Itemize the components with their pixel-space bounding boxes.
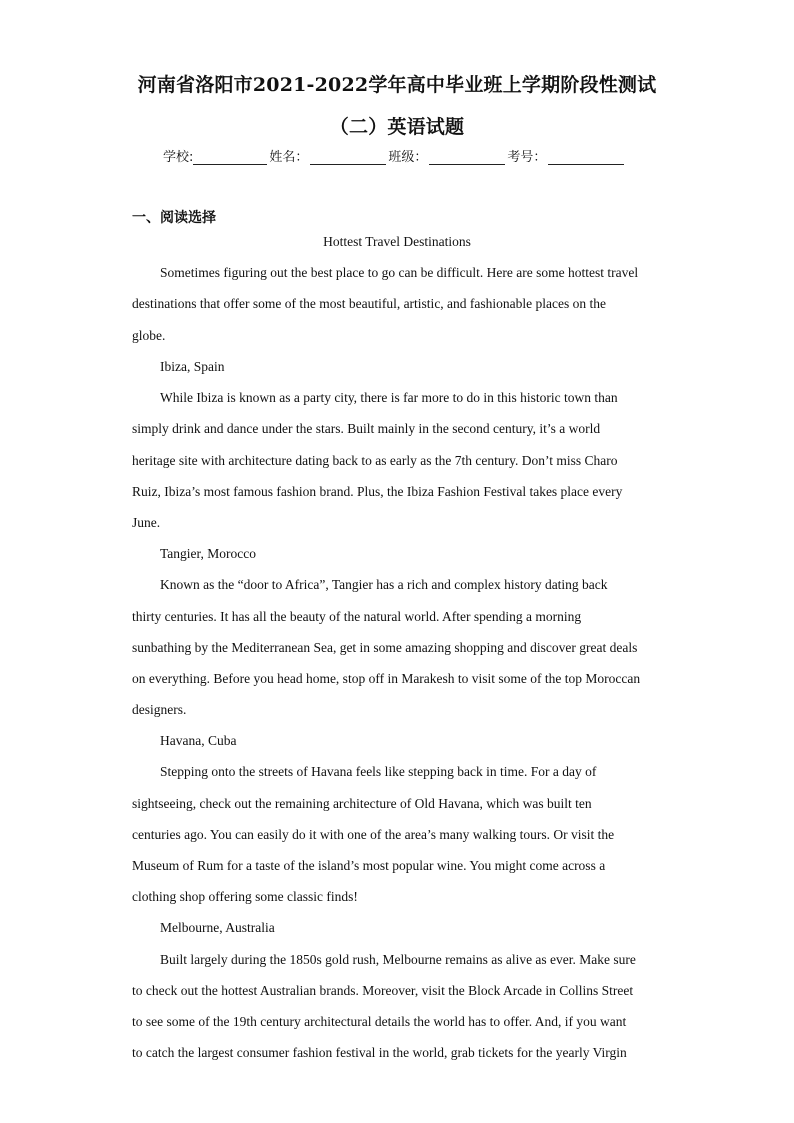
destination-heading: Ibiza, Spain bbox=[160, 359, 225, 374]
passage-line: sunbathing by the Mediterranean Sea, get in some amazing shopping and discover great deals bbox=[132, 640, 638, 655]
passage-line: Known as the “door to Africa”, Tangier has a rich and complex history dating back bbox=[160, 577, 608, 592]
number-blank[interactable] bbox=[548, 150, 624, 165]
destination-heading: Tangier, Morocco bbox=[160, 546, 256, 561]
section-heading: 一、阅读选择 bbox=[132, 210, 216, 226]
page-subtitle: （二）英语试题 bbox=[329, 116, 465, 138]
passage-line: June. bbox=[132, 515, 161, 530]
passage-line: destinations that offer some of the most beautiful, artistic, and fashionable places on the bbox=[132, 296, 606, 311]
passage-line: to see some of the 19th century architectural details the world has to offer. And, if you want bbox=[132, 1014, 627, 1029]
passage-line: centuries ago. You can easily do it with one of the area’s many walking tours. Or visit the bbox=[132, 827, 615, 842]
passage-title: Hottest Travel Destinations bbox=[323, 234, 471, 249]
school-label: 学校: bbox=[163, 150, 194, 165]
school-blank[interactable] bbox=[193, 150, 267, 165]
passage-line: globe. bbox=[132, 328, 166, 343]
passage-line: to catch the largest consumer fashion festival in the world, grab tickets for the yearly Virgin bbox=[132, 1045, 627, 1060]
passage-line: Museum of Rum for a taste of the island’s most popular wine. You might come across a bbox=[132, 858, 606, 873]
student-info-row bbox=[163, 146, 626, 165]
passage-line: Built largely during the 1850s gold rush, Melbourne remains as alive as ever. Make sure bbox=[160, 952, 636, 967]
passage-line: Ruiz, Ibiza’s most famous fashion brand. Plus, the Ibiza Fashion Festival takes place every bbox=[132, 484, 623, 499]
passage-line: clothing shop offering some classic finds! bbox=[132, 889, 358, 904]
passage-line: thirty centuries. It has all the beauty of the natural world. After spending a morning bbox=[132, 609, 582, 624]
class-label: 班级： bbox=[388, 150, 428, 165]
passage-line: While Ibiza is known as a party city, there is far more to do in this historic town than bbox=[160, 390, 618, 405]
destination-heading: Havana, Cuba bbox=[160, 733, 237, 748]
passage-line: designers. bbox=[132, 702, 187, 717]
passage-line: on everything. Before you head home, stop off in Marakesh to visit some of the top Moroccan bbox=[132, 671, 641, 686]
name-blank[interactable] bbox=[310, 150, 386, 165]
passage-line: to check out the hottest Australian brands. Moreover, visit the Block Arcade in Collins Street bbox=[132, 983, 634, 998]
passage-line: heritage site with architecture dating back to as early as the 7th century. Don’t miss Charo bbox=[132, 453, 618, 468]
passage-line: simply drink and dance under the stars. Built mainly in the second century, it’s a world bbox=[132, 421, 601, 436]
destination-heading: Melbourne, Australia bbox=[160, 920, 275, 935]
page-title: 河南省洛阳市2021-2022学年高中毕业班上学期阶段性测试 bbox=[137, 74, 657, 96]
name-label: 姓名： bbox=[269, 150, 309, 165]
passage-line: sightseeing, check out the remaining architecture of Old Havana, which was built ten bbox=[132, 796, 592, 811]
number-label: 考号： bbox=[507, 150, 547, 165]
class-blank[interactable] bbox=[429, 150, 505, 165]
passage-line: Sometimes figuring out the best place to go can be difficult. Here are some hottest travel bbox=[160, 265, 639, 280]
passage-line: Stepping onto the streets of Havana feels like stepping back in time. For a day of bbox=[160, 764, 597, 779]
